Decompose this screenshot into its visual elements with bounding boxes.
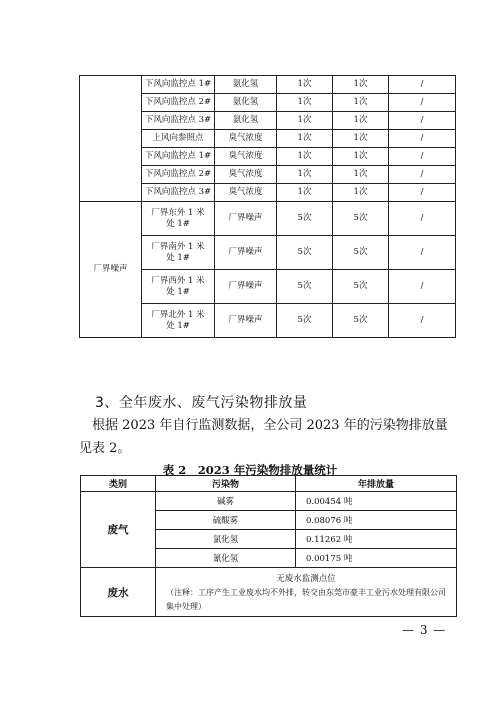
page-number: — 3 — bbox=[402, 623, 447, 637]
cell-point: 下风向监控点 1# bbox=[142, 148, 215, 166]
cell-point bbox=[142, 202, 215, 236]
cell-amount: 0.11262 吨 bbox=[296, 530, 457, 549]
cell-freq: 1次 bbox=[277, 148, 333, 166]
cell-point: 下风向监控点 3# bbox=[142, 184, 215, 202]
cell-point: 上风向参照点 bbox=[142, 130, 215, 148]
cell-freq: 5次 bbox=[277, 304, 333, 338]
cell-freq: 1次 bbox=[277, 112, 333, 130]
cell-freq: 5次 bbox=[333, 304, 389, 338]
cell-item: 臭气浓度 bbox=[215, 148, 277, 166]
cell-item: 厂界噪声 bbox=[215, 304, 277, 338]
table-row bbox=[81, 492, 457, 511]
monitoring-table bbox=[79, 75, 456, 338]
cell-point-text: 厂界西外 1 米处 1# bbox=[151, 275, 205, 297]
cell-pollutant: 硫酸雾 bbox=[156, 511, 296, 530]
cell-item: 臭气浓度 bbox=[215, 130, 277, 148]
cell-item: 氨化氢 bbox=[215, 94, 277, 112]
cell-freq: 1次 bbox=[333, 130, 389, 148]
cell-freq: 5次 bbox=[333, 236, 389, 270]
water-note: （注释：工序产生工业废水均不外排，转交由东莞市豪丰工业污水处理有限公司集中处理） bbox=[166, 588, 446, 611]
cell-item: 氨化氢 bbox=[215, 112, 277, 130]
cell-item: 氨化氢 bbox=[215, 76, 277, 94]
cell-freq: 1次 bbox=[277, 184, 333, 202]
table-row bbox=[80, 202, 456, 236]
category-gas: 废气 bbox=[81, 492, 156, 568]
cell-item: 厂界噪声 bbox=[215, 202, 277, 236]
section-paragraph: 根据 2023 年自行监测数据，全公司 2023 年的污染物排放量见表 2。 bbox=[79, 418, 448, 456]
cell-note: / bbox=[389, 94, 456, 112]
cell-freq: 1次 bbox=[277, 166, 333, 184]
header-category: 类别 bbox=[81, 476, 156, 492]
cell-freq: 1次 bbox=[333, 94, 389, 112]
cell-freq: 5次 bbox=[333, 202, 389, 236]
cell-freq: 1次 bbox=[277, 130, 333, 148]
category-water: 废水 bbox=[81, 568, 156, 617]
cell-amount: 0.00175 吨 bbox=[296, 549, 457, 568]
cell-amount: 0.00454 吨 bbox=[296, 492, 457, 511]
table-row bbox=[81, 568, 457, 617]
cell-pollutant: 氰化氢 bbox=[156, 549, 296, 568]
cell-point-text: 厂界南外 1 米处 1# bbox=[151, 241, 205, 263]
cell-point bbox=[142, 236, 215, 270]
header-pollutant: 污染物 bbox=[156, 476, 296, 492]
cell-freq: 1次 bbox=[277, 76, 333, 94]
cell-note: / bbox=[389, 236, 456, 270]
group-cell-noise: 厂界噪声 bbox=[80, 202, 142, 338]
emission-table-title: 表 2 2023 年污染物排放量统计 bbox=[162, 463, 338, 477]
cell-freq: 5次 bbox=[277, 202, 333, 236]
cell-note: / bbox=[389, 148, 456, 166]
cell-note: / bbox=[389, 130, 456, 148]
header-annual-amount: 年排放量 bbox=[296, 476, 457, 492]
cell-pollutant: 碱雾 bbox=[156, 492, 296, 511]
cell-note: / bbox=[389, 270, 456, 304]
cell-amount: 0.08076 吨 bbox=[296, 511, 457, 530]
group-cell-blank bbox=[80, 76, 142, 202]
cell-freq: 5次 bbox=[277, 236, 333, 270]
cell-note: / bbox=[389, 166, 456, 184]
cell-item: 厂界噪声 bbox=[215, 270, 277, 304]
emission-table bbox=[80, 475, 457, 617]
water-info-cell bbox=[156, 568, 457, 617]
cell-freq: 1次 bbox=[333, 148, 389, 166]
cell-note: / bbox=[389, 202, 456, 236]
table-row bbox=[80, 76, 456, 94]
cell-freq: 5次 bbox=[277, 270, 333, 304]
section-heading: 3、全年废水、废气污染物排放量 bbox=[95, 395, 308, 411]
cell-freq: 5次 bbox=[333, 270, 389, 304]
cell-point: 下风向监控点 3# bbox=[142, 112, 215, 130]
cell-point-text: 厂界北外 1 米处 1# bbox=[151, 309, 205, 331]
cell-point: 下风向监控点 2# bbox=[142, 166, 215, 184]
cell-item: 臭气浓度 bbox=[215, 166, 277, 184]
cell-freq: 1次 bbox=[333, 76, 389, 94]
cell-note: / bbox=[389, 184, 456, 202]
water-line: 无废水监测点位 bbox=[276, 574, 336, 584]
cell-point: 下风向监控点 1# bbox=[142, 76, 215, 94]
cell-freq: 1次 bbox=[277, 94, 333, 112]
cell-freq: 1次 bbox=[333, 184, 389, 202]
cell-point: 下风向监控点 2# bbox=[142, 94, 215, 112]
cell-note: / bbox=[389, 112, 456, 130]
cell-note: / bbox=[389, 76, 456, 94]
cell-point-text: 厂界东外 1 米处 1# bbox=[151, 207, 205, 229]
cell-point bbox=[142, 304, 215, 338]
cell-item: 厂界噪声 bbox=[215, 236, 277, 270]
cell-freq: 1次 bbox=[333, 112, 389, 130]
cell-freq: 1次 bbox=[333, 166, 389, 184]
cell-point bbox=[142, 270, 215, 304]
cell-note: / bbox=[389, 304, 456, 338]
cell-item: 臭气浓度 bbox=[215, 184, 277, 202]
cell-pollutant: 氯化氢 bbox=[156, 530, 296, 549]
